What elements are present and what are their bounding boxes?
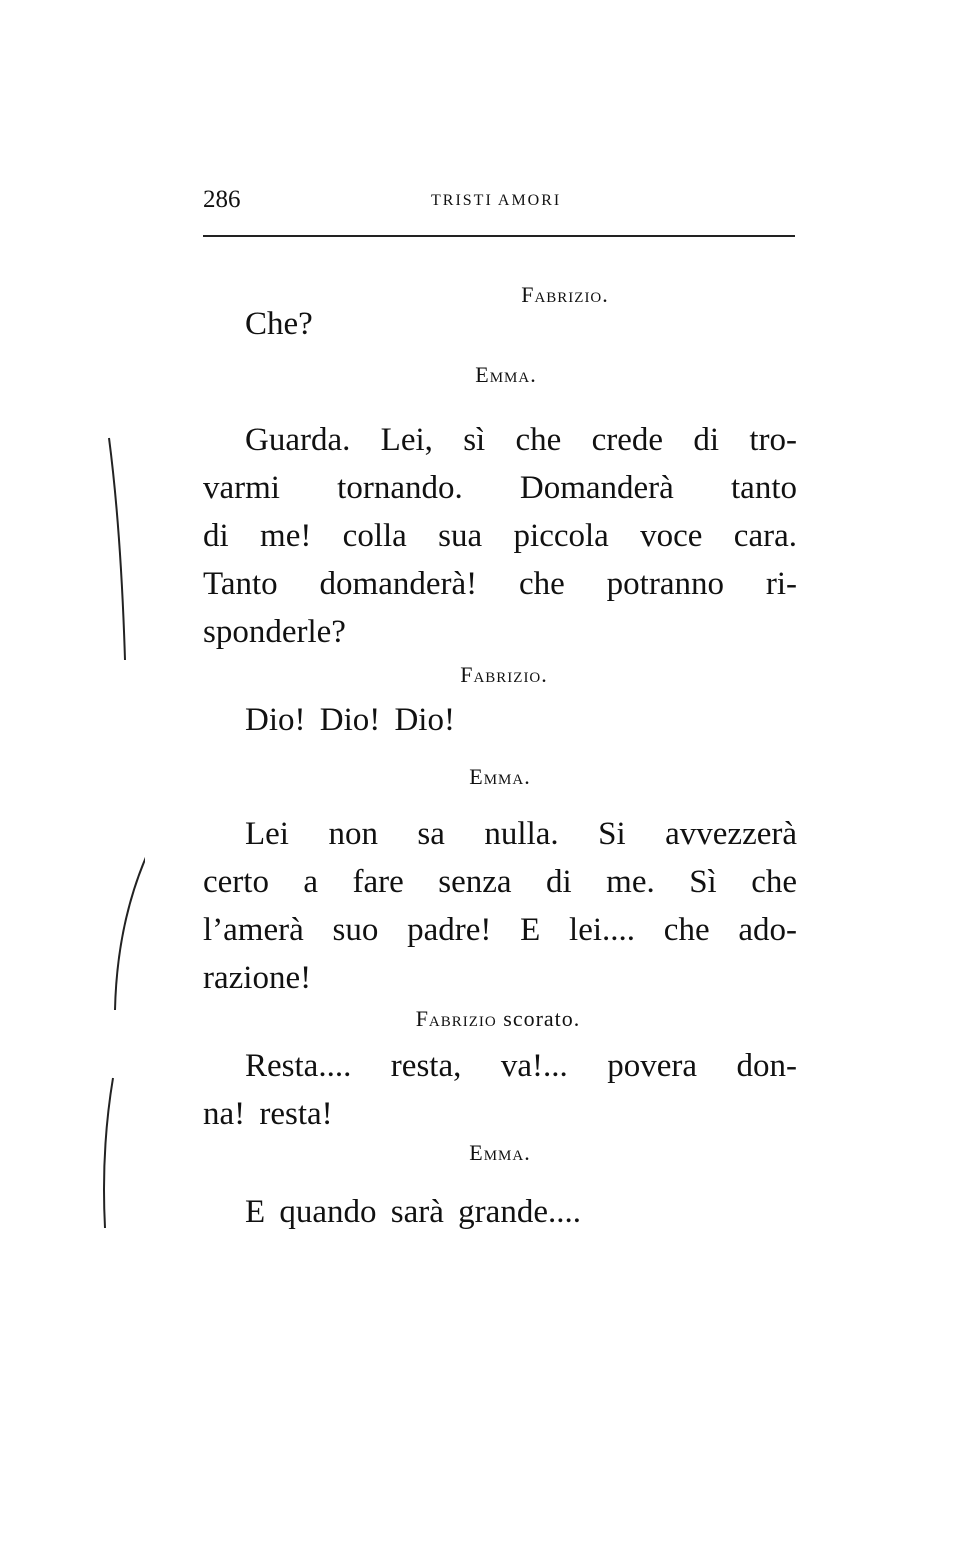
speech (203, 416, 797, 656)
speaker-name: Emma. (469, 764, 531, 789)
speech-line: Lei non sa nulla. Si avvezzerà (245, 816, 797, 852)
speech-line: na! resta! (203, 1096, 333, 1132)
speaker-name-text: Fabrizio (415, 1006, 497, 1031)
speaker-name: Emma. (475, 362, 537, 387)
speech-line: razione! (203, 960, 312, 996)
page-header (203, 186, 795, 222)
margin-bracket-mark (104, 1078, 113, 1228)
speech-line: l’amerà suo padre! E lei.... che ado- (203, 912, 797, 948)
speech-line: Tanto domanderà! che potranno ri- (203, 566, 797, 602)
dialogue-text (203, 280, 797, 1236)
speaker-name: Emma. (469, 1140, 531, 1165)
speech-line: di me! colla sua piccola voce cara. (203, 518, 797, 554)
header-rule (203, 235, 795, 237)
speech-line: Che? (245, 306, 313, 342)
speech (203, 696, 797, 744)
speech-line: Dio! Dio! Dio! (245, 702, 455, 738)
margin-line-mark (109, 438, 125, 660)
speaker-name (199, 1004, 797, 1034)
speech-line: sponderle? (203, 614, 346, 650)
margin-pencil-marks (95, 420, 145, 1260)
speech (203, 810, 797, 1002)
speech-line: Resta.... resta, va!... povera don- (245, 1048, 797, 1084)
speech (203, 1188, 797, 1236)
running-title: TRISTI AMORI (431, 192, 562, 209)
stage-direction: scorato. (503, 1006, 581, 1031)
speaker-name: Fabrizio. (460, 662, 548, 687)
speech-line: Guarda. Lei, sì che crede di tro- (245, 422, 797, 458)
speaker-name: Fabrizio. (521, 282, 609, 307)
speech (203, 300, 797, 348)
speech-line: varmi tornando. Domanderà tanto (203, 470, 797, 506)
margin-curve-mark (115, 848, 145, 1010)
page-number: 286 (203, 186, 241, 213)
speech (203, 1042, 797, 1138)
speech-line: certo a fare senza di me. Sì che (203, 864, 797, 900)
speech-line: E quando sarà grande.... (245, 1194, 581, 1230)
